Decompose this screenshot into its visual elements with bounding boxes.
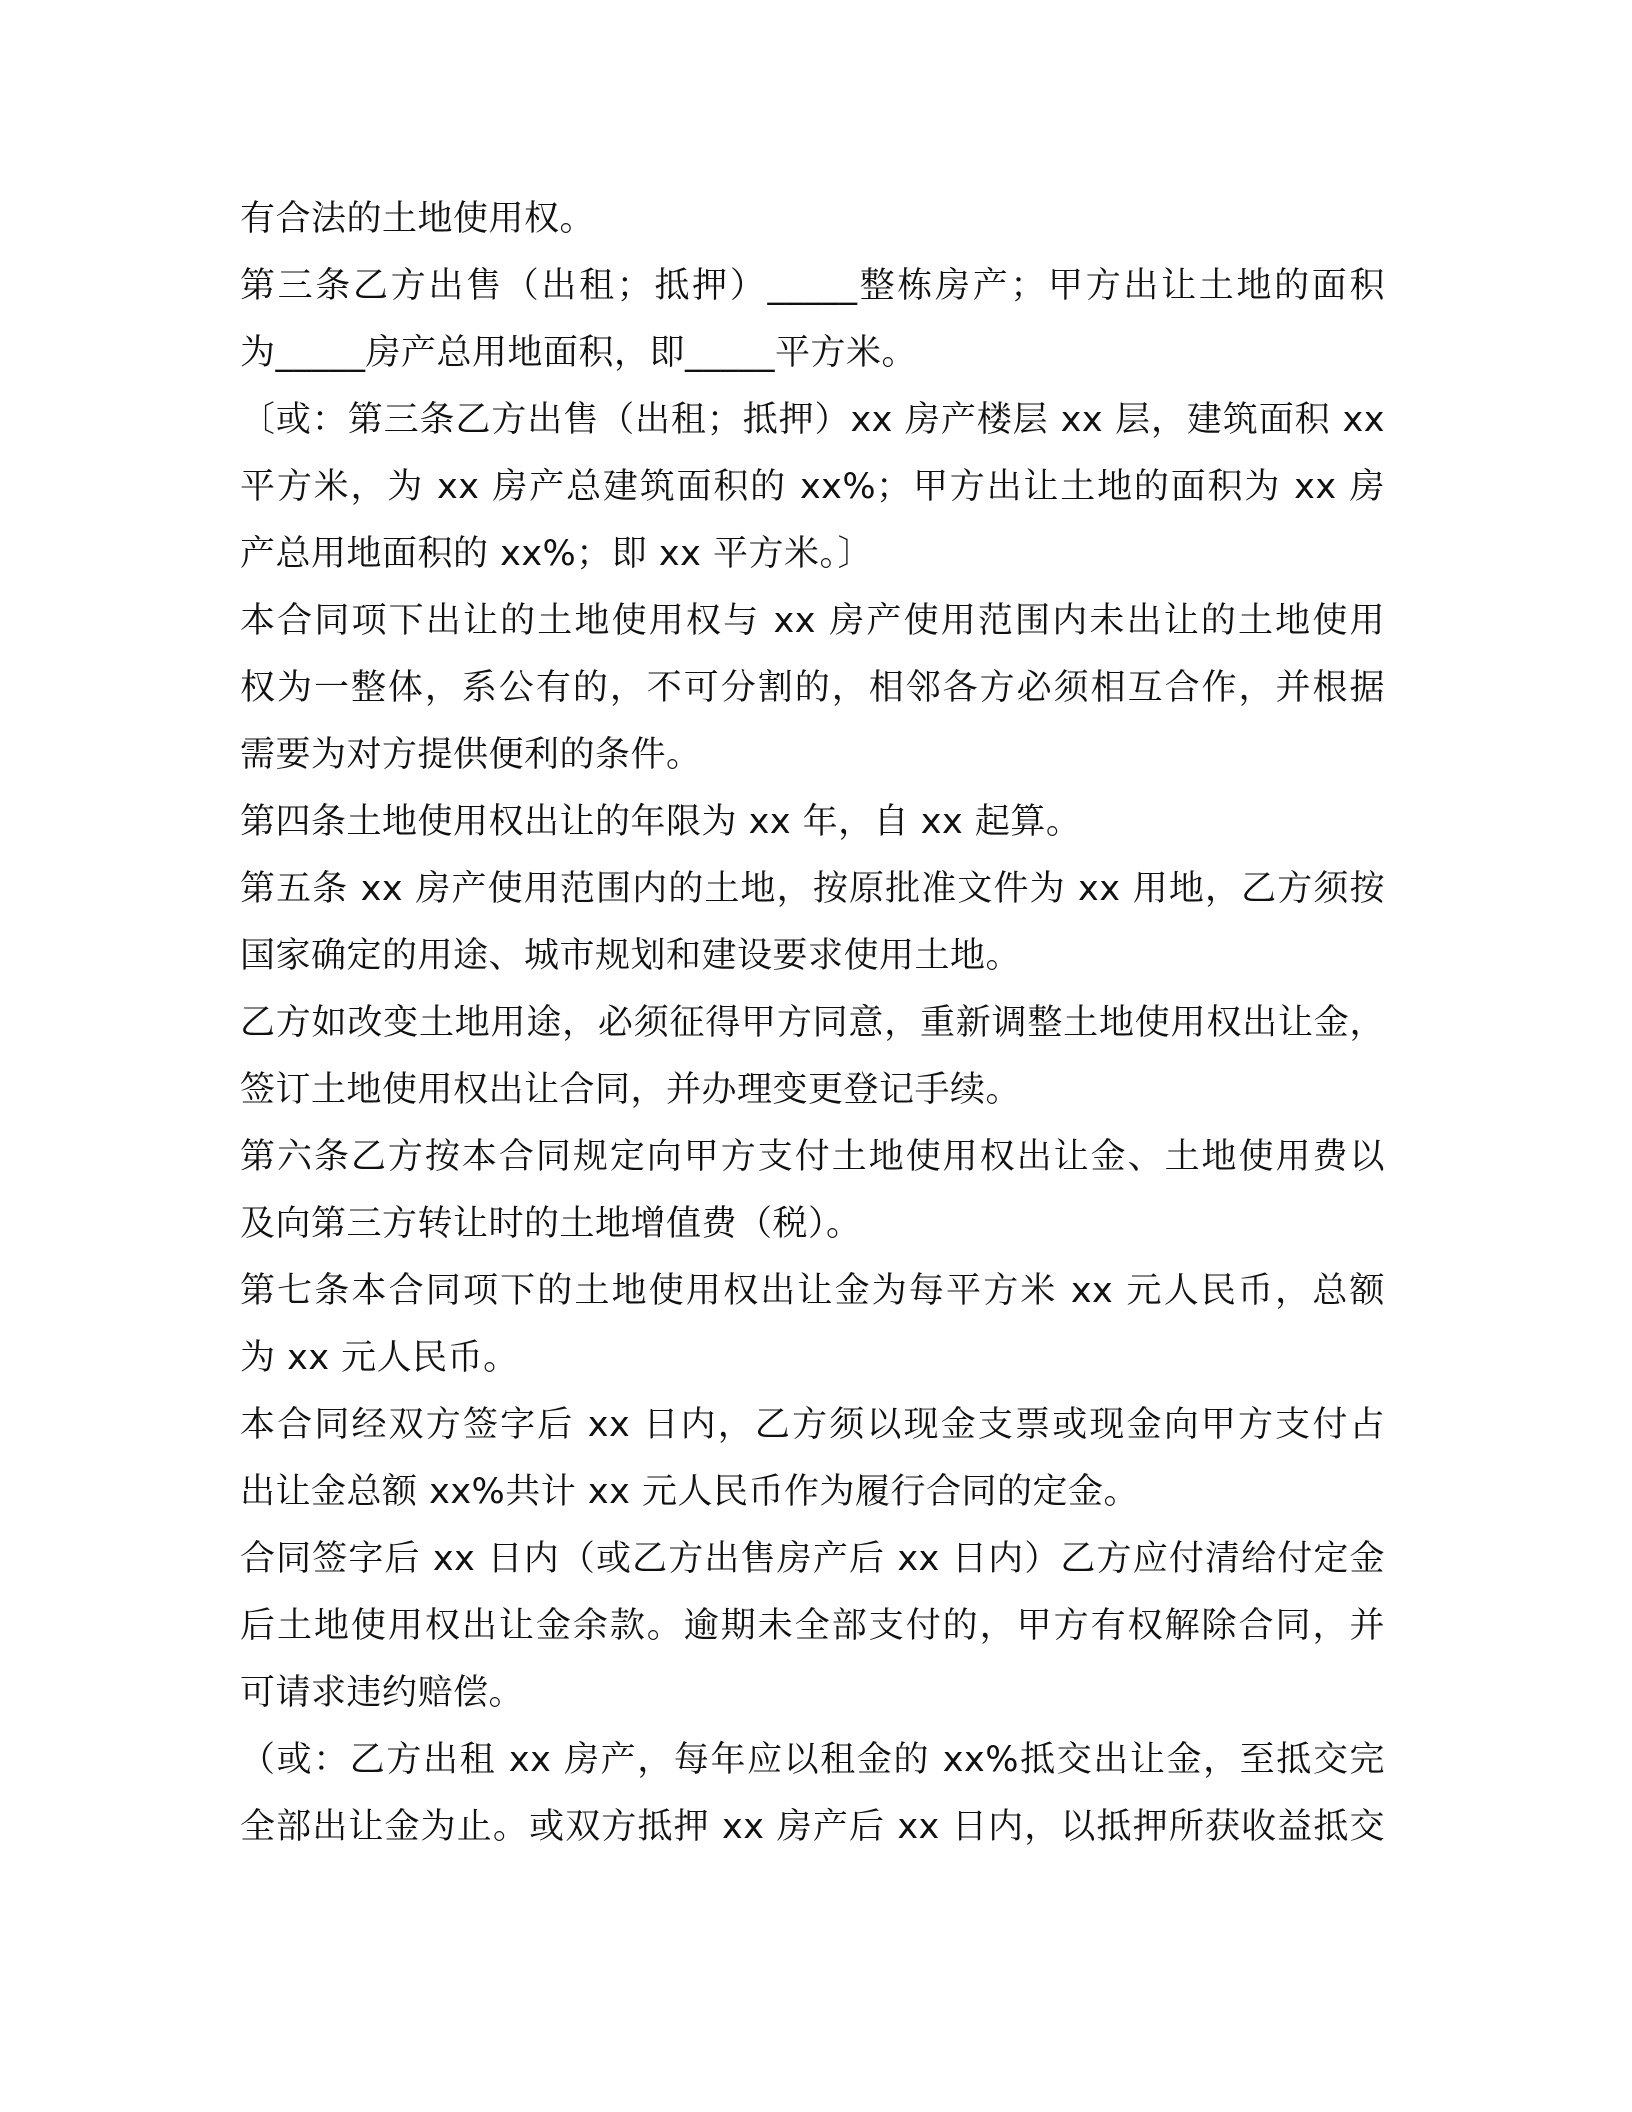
text-line: 第四条土地使用权出让的年限为 xx 年，自 xx 起算。 — [240, 802, 1082, 842]
text-line: 及向第三方转让时的土地增值费（税）。 — [240, 1204, 862, 1244]
text-line: 国家确定的用途、城市规划和建设要求使用土地。 — [240, 936, 1022, 976]
text-line: 产总用地面积的 xx%；即 xx 平方米。〕 — [240, 534, 873, 574]
text-line: 可请求违约赔偿。 — [240, 1673, 525, 1713]
text-line: 签订土地使用权出让合同，并办理变更登记手续。 — [240, 1070, 1022, 1110]
text-line: 权为一整体，系公有的，不可分割的，相邻各方必须相互合作，并根据 — [240, 668, 1385, 708]
text-line: 为 xx 元人民币。 — [240, 1338, 519, 1378]
text-line: 本合同项下出让的土地使用权与 xx 房产使用范围内未出让的土地使用 — [240, 601, 1385, 641]
text-line: 第五条 xx 房产使用范围内的土地，按原批准文件为 xx 用地，乙方须按 — [240, 869, 1385, 909]
text-line: （或：乙方出租 xx 房产，每年应以租金的 xx%抵交出让金，至抵交完 — [240, 1740, 1385, 1780]
text-line: 后土地使用权出让金余款。逾期未全部支付的，甲方有权解除合同，并 — [240, 1606, 1385, 1646]
text-line: 需要为对方提供便利的条件。 — [240, 735, 702, 775]
text-line: 全部出让金为止。或双方抵押 xx 房产后 xx 日内，以抵押所获收益抵交 — [240, 1807, 1385, 1847]
text-line: 为_____房产总用地面积，即_____平方米。 — [240, 333, 918, 373]
document-body — [240, 186, 1385, 1861]
text-line: 本合同经双方签字后 xx 日内，乙方须以现金支票或现金向甲方支付占 — [240, 1405, 1385, 1445]
text-line: 第三条乙方出售（出租；抵押）_____整栋房产；甲方出让土地的面积 — [240, 266, 1385, 306]
text-line: 第六条乙方按本合同规定向甲方支付土地使用权出让金、土地使用费以 — [240, 1137, 1385, 1177]
text-line: 出让金总额 xx%共计 xx 元人民币作为履行合同的定金。 — [240, 1472, 1139, 1512]
text-line: 〔或：第三条乙方出售（出租；抵押）xx 房产楼层 xx 层，建筑面积 xx — [240, 400, 1385, 440]
text-line: 平方米，为 xx 房产总建筑面积的 xx%；甲方出让土地的面积为 xx 房 — [240, 467, 1385, 507]
text-line: 有合法的土地使用权。 — [240, 199, 596, 239]
text-line: 第七条本合同项下的土地使用权出让金为每平方米 xx 元人民币，总额 — [240, 1271, 1385, 1311]
text-line: 乙方如改变土地用途，必须征得甲方同意，重新调整土地使用权出让金， — [240, 1003, 1385, 1043]
text-line: 合同签字后 xx 日内（或乙方出售房产后 xx 日内）乙方应付清给付定金 — [240, 1539, 1385, 1579]
